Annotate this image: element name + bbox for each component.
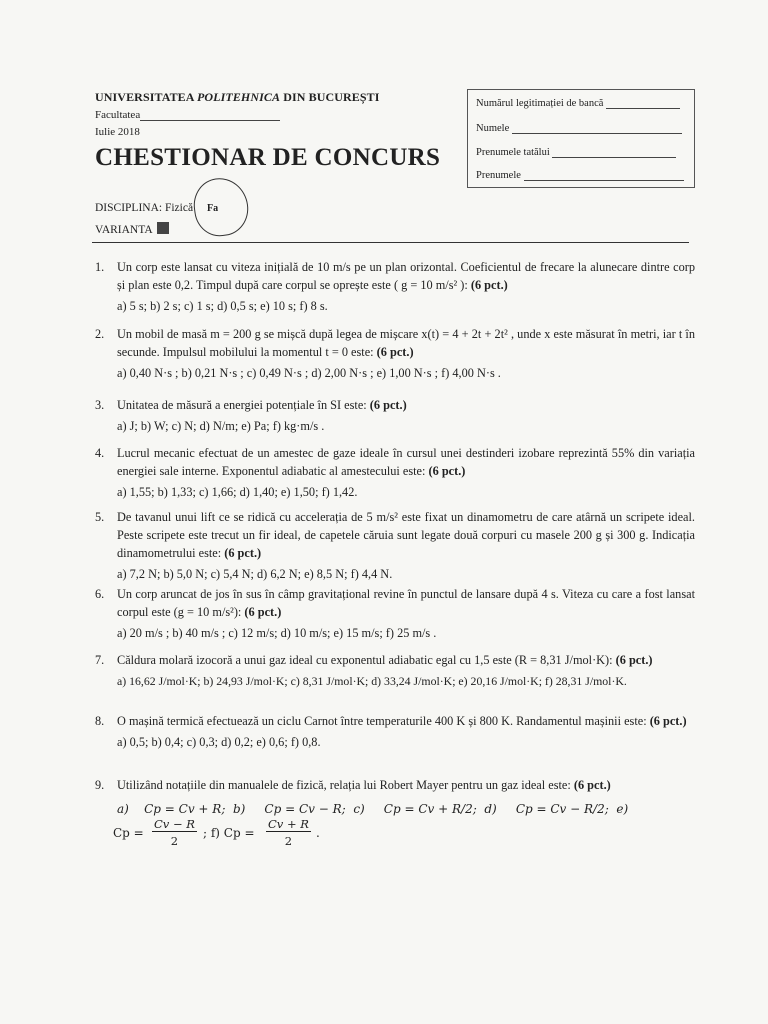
fraction-cv-plus-r: $\frac{Cv + R}{2}$ [268,817,309,848]
question-number: 9. [95,778,105,792]
question-answers: a) 0,5; b) 0,4; c) 0,3; d) 0,2; e) 0,6; f) 0,8. [117,735,321,749]
question-text: Căldura molară izocoră a unui gaz ideal cu exponentul adiabatic egal cu 1,5 este (R = 8,31 J/mol·K): (6 pct.) [117,653,653,667]
question-1 [95,258,695,315]
question-number: 5. [95,510,105,524]
id-field-father-name: Prenumele tatălui [476,147,676,158]
question-8 [95,712,695,751]
question-number: 1. [95,260,105,274]
question-answers-line1: a) Cp = Cv + R; b) Cp = Cv − R; c) Cp = Cv + R/2; d) Cp = Cv − R/2; e) [117,802,629,816]
discipline-label: DISCIPLINA: Fizică [95,202,194,214]
question-text: Un corp aruncat de jos în sus în câmp gravitațional revine în punctul de lansare după 4 s. Viteza cu care a fost lansat corpul este (g = 10 m/s²): (6 pct.) [117,587,695,619]
question-text: Lucrul mecanic efectuat de un amestec de gaze ideale în cursul unei destinderi izobare reprezintă 55% din variația energiei sale interne. Exponentul adiabatic al amestecului este: (6 pct.) [117,446,695,478]
question-4 [95,444,695,501]
question-9 [95,776,695,818]
question-answers: a) 0,40 N·s ; b) 0,21 N·s ; c) 0,49 N·s ; d) 2,00 N·s ; e) 1,00 N·s ; f) 4,00 N·s . [117,366,501,380]
variant-label: VARIANTA [95,222,169,236]
question-answers: a) 5 s; b) 2 s; c) 1 s; d) 0,5 s; e) 10 s; f) 8 s. [117,299,328,313]
fraction-cv-minus-r: $\frac{Cv - R}{2}$ [154,817,195,848]
question-9-answer-e-label: Cp = [113,826,144,840]
question-answers: a) 1,55; b) 1,33; c) 1,66; d) 1,40; e) 1,50; f) 1,42. [117,485,358,499]
question-answers: a) 7,2 N; b) 5,0 N; c) 5,4 N; d) 6,2 N; e) 8,5 N; f) 4,4 N. [117,567,393,581]
handwritten-circle [190,175,252,240]
question-number: 7. [95,653,105,667]
discipline-code: Fa [207,203,219,214]
question-number: 2. [95,327,105,341]
question-5 [95,508,695,583]
question-number: 4. [95,446,105,460]
question-text: Un corp este lansat cu viteza inițială de 10 m/s pe un plan orizontal. Coeficientul de frecare la alunecare dintre corp și plan este 0,2. Timpul după care corpul se oprește este ( g = 10 m/s² ): (6 pct.) [117,260,695,292]
question-text: Un mobil de masă m = 200 g se mișcă după legea de mișcare x(t) = 4 + 2t + 2t² , unde x este măsurat în metri, iar t în secunde. Impulsul mobilului la momentul t = 0 este: (6 pct.) [117,327,695,359]
id-field-last-name: Numele [476,123,682,134]
faculty-field: Facultatea [95,109,280,121]
question-text: Unitatea de măsură a energiei potențiale în SI este: (6 pct.) [117,398,407,412]
question-answers: a) 20 m/s ; b) 40 m/s ; c) 12 m/s; d) 10 m/s; e) 15 m/s; f) 25 m/s . [117,626,437,640]
question-number: 6. [95,587,105,601]
question-number: 8. [95,714,105,728]
exam-date: Iulie 2018 [95,126,140,138]
question-answers: a) 16,62 J/mol·K; b) 24,93 J/mol·K; c) 8,31 J/mol·K; d) 33,24 J/mol·K; e) 20,16 J/mol·K; f) 28,31 J/mol·K. [117,674,627,688]
question-9-end: . [316,826,320,840]
question-text: Utilizând notațiile din manualele de fizică, relația lui Robert Mayer pentru un gaz ideal este: (6 pct.) [117,778,611,792]
university-name: UNIVERSITATEA POLITEHNICA DIN BUCUREȘTI [95,90,380,104]
question-3 [95,396,695,435]
page-title: CHESTIONAR DE CONCURS [95,144,441,171]
question-number: 3. [95,398,105,412]
id-field-first-name: Prenumele [476,170,684,181]
id-field-seat-number: Numărul legitimației de bancă [476,98,680,109]
variant-stamp [157,222,169,234]
question-answers: a) J; b) W; c) N; d) N/m; e) Pa; f) kg·m/s . [117,419,325,433]
question-2 [95,325,695,382]
question-7 [95,651,695,690]
question-6 [95,585,695,642]
question-text: O mașină termică efectuează un ciclu Carnot între temperaturile 400 K și 800 K. Randamentul mașinii este: (6 pct.) [117,714,687,728]
header-divider [92,242,689,243]
question-text: De tavanul unui lift ce se ridică cu accelerația de 5 m/s² este fixat un dinamometru de care atârnă un scripete ideal. Peste scripete este trecut un fir ideal, de capetele căruia sunt legate două corpuri cu masele 200 g și 300 g. Indicația dinamometrului este: (6 pct.) [117,510,695,560]
question-9-answer-f-label: ; f) Cp = [203,826,255,840]
identity-box [467,89,695,188]
